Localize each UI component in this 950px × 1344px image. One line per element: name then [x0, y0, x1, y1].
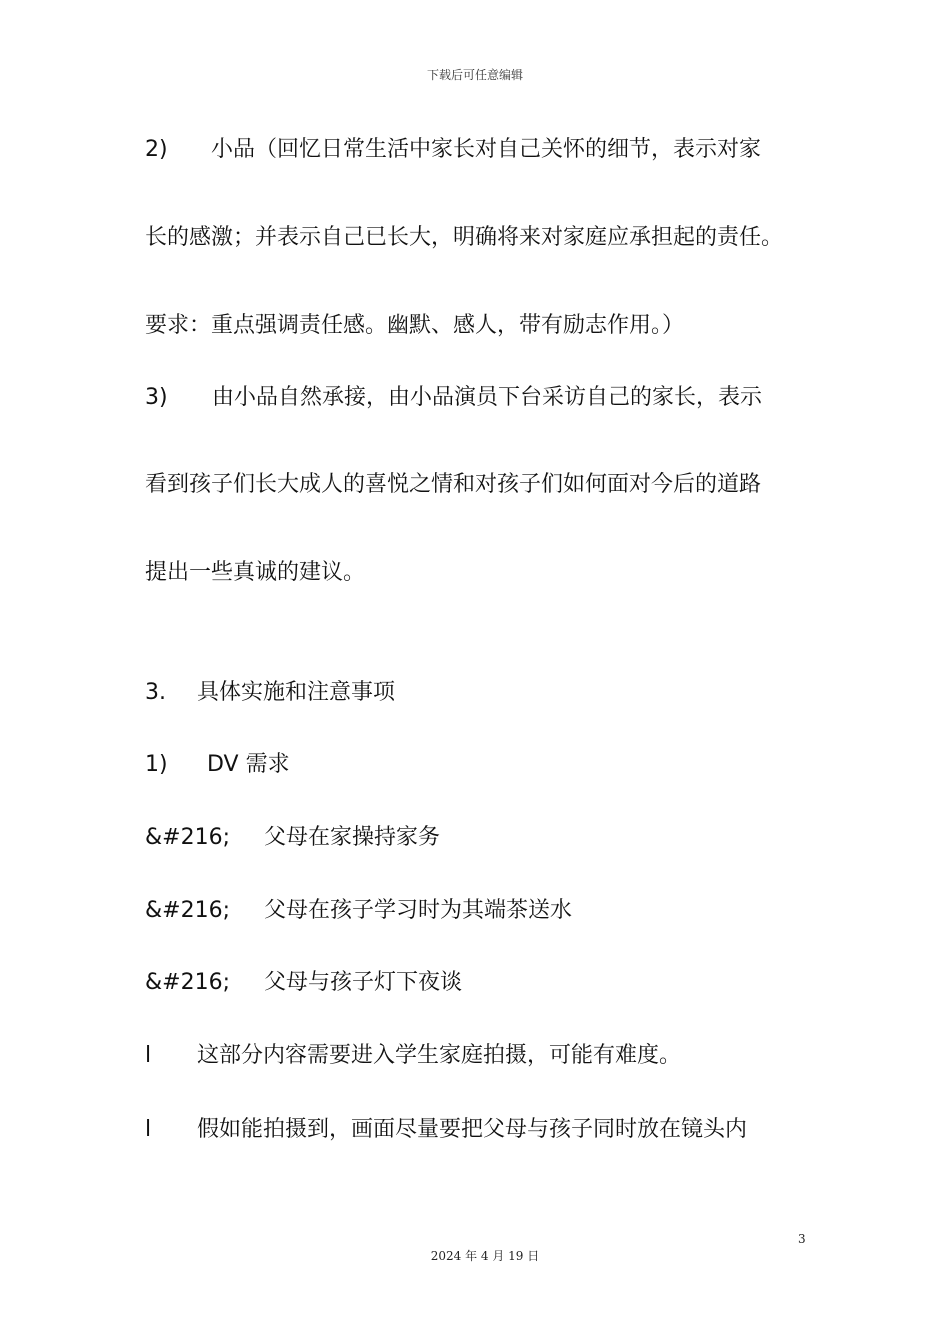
list-marker: 3): [145, 385, 168, 410]
note-item: [145, 1042, 681, 1070]
list-text: 由小品自然承接，由小品演员下台采访自己的家长，表示: [212, 385, 763, 410]
bullet-text: 父母与孩子灯下夜谈: [264, 970, 463, 995]
note-text: 这部分内容需要进入学生家庭拍摄，可能有难度。: [197, 1043, 682, 1068]
paragraph-line: 长的感激；并表示自己已长大，明确将来对家庭应承担起的责任。: [145, 225, 784, 250]
section-marker: 3.: [145, 680, 166, 705]
bullet-marker: &#216;: [145, 898, 230, 923]
paragraph-line: 要求：重点强调责任感。幽默、感人，带有励志作用。）: [145, 313, 685, 338]
page-number: 3: [798, 1232, 806, 1246]
bullet-text: 父母在孩子学习时为其端茶送水: [264, 898, 573, 923]
list-text: 小品（回忆日常生活中家长对自己关怀的细节，表示对家: [211, 137, 762, 162]
section-heading: [145, 679, 395, 707]
subsection-title: DV 需求: [207, 752, 290, 777]
note-marker: l: [145, 1043, 152, 1068]
bullet-marker: &#216;: [145, 825, 230, 850]
list-item-3-line1: [145, 384, 762, 412]
page-header: 下载后可任意编辑: [426, 68, 523, 82]
bullet-item: [145, 969, 462, 997]
subsection-marker: 1): [145, 752, 168, 777]
bullet-item: [145, 824, 440, 852]
section-title: 具体实施和注意事项: [197, 680, 396, 705]
bullet-item: [145, 897, 572, 925]
note-text: 假如能拍摄到，画面尽量要把父母与孩子同时放在镜头内: [197, 1117, 748, 1142]
subsection-heading: [145, 751, 290, 779]
page-date: 2024 年 4 月 19 日: [430, 1249, 540, 1263]
bullet-marker: &#216;: [145, 970, 230, 995]
list-item-2-line1: [145, 136, 761, 164]
note-marker: l: [145, 1117, 152, 1142]
paragraph-line: 提出一些真诚的建议。: [145, 560, 366, 585]
paragraph-line: 看到孩子们长大成人的喜悦之情和对孩子们如何面对今后的道路: [145, 472, 762, 497]
list-marker: 2): [145, 137, 168, 162]
bullet-text: 父母在家操持家务: [264, 825, 441, 850]
note-item: [145, 1116, 747, 1144]
